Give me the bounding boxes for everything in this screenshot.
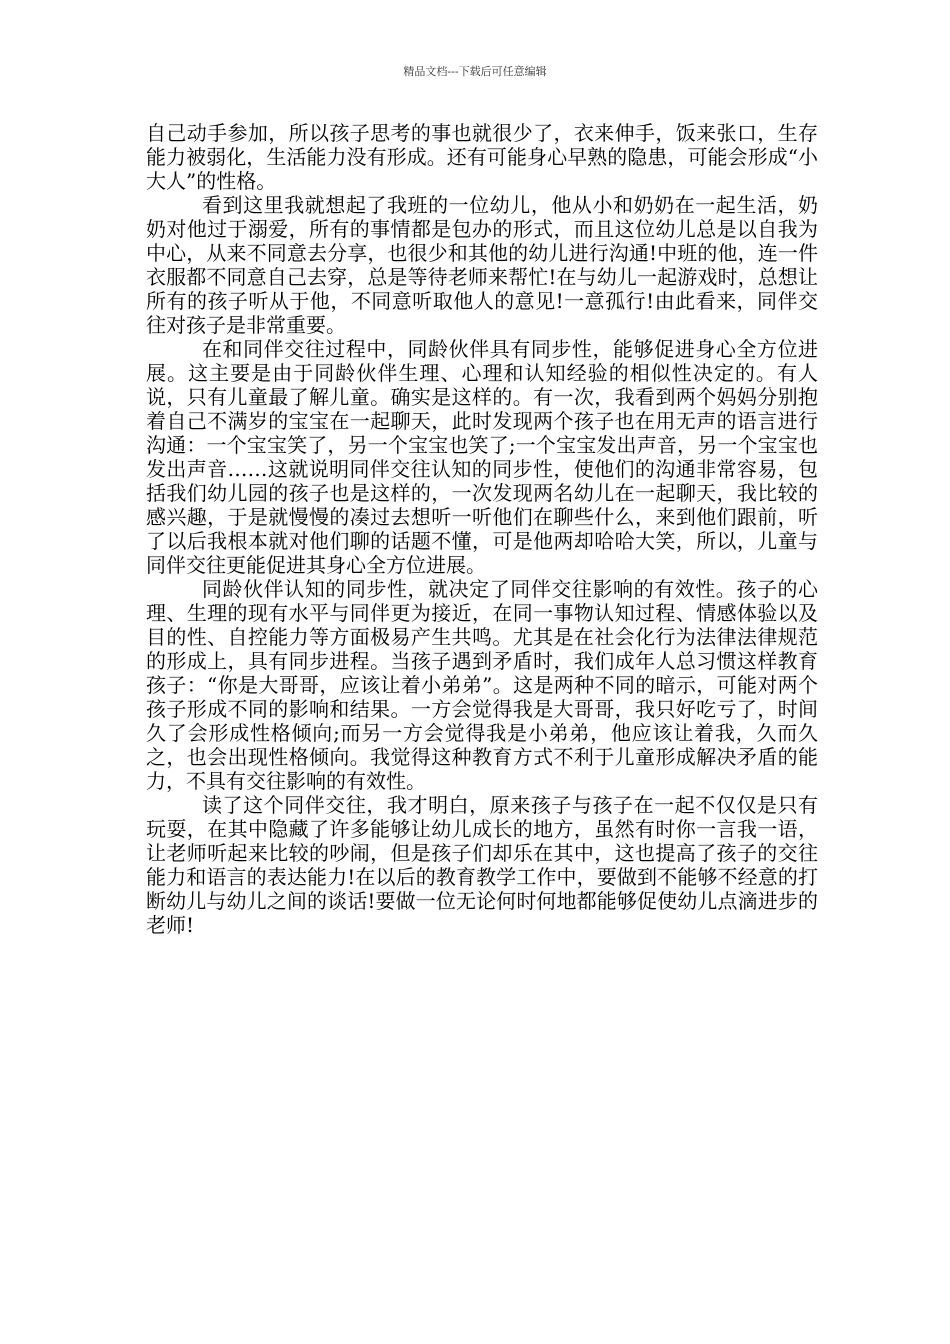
paragraph: 同龄伙伴认知的同步性，就决定了同伴交往影响的有效性。孩子的心理、生理的现有水平与同伴更为接近，在同一事物认知过程、情感体验以及目的性、自控能力等方面极易产生共鸣。尤其是在社会化行为法律法律规范的形成上，具有同步进程。当孩子遇到矛盾时，我们成年人总习惯这样教育孩子：“你是大哥哥，应该让着小弟弟”。这是两种不同的暗示，可能对两个孩子形成不同的影响和结果。一方会觉得我是大哥哥，我只好吃亏了，时间久了会形成性格倾向;而另一方会觉得我是小弟弟，他应该让着我，久而久之，也会出现性格倾向。我觉得这种教育方式不利于儿童形成解决矛盾的能力，不具有交往影响的有效性。 — [146, 577, 818, 793]
paragraph: 在和同伴交往过程中，同龄伙伴具有同步性，能够促进身心全方位进展。这主要是由于同龄伙伴生理、心理和认知经验的相似性决定的。有人说，只有儿童最了解儿童。确实是这样的。有一次，我看到两个妈妈分别抱着自己不满岁的宝宝在一起聊天，此时发现两个孩子也在用无声的语言进行沟通：一个宝宝笑了，另一个宝宝也笑了;一个宝宝发出声音，另一个宝宝也发出声音……这就说明同伴交往认知的同步性，使他们的沟通非常容易，包括我们幼儿园的孩子也是这样的，一次发现两名幼儿在一起聊天，我比较的感兴趣，于是就慢慢的凑过去想听一听他们在聊些什么，来到他们跟前，听了以后我根本就对他们聊的话题不懂，可是他两却哈哈大笑，所以，儿童与同伴交往更能促进其身心全方位进展。 — [146, 337, 818, 577]
paragraph: 看到这里我就想起了我班的一位幼儿，他从小和奶奶在一起生活，奶奶对他过于溺爱，所有的事情都是包办的形式，而且这位幼儿总是以自我为中心，从来不同意去分享，也很少和其他的幼儿进行沟通!中班的他，连一件衣服都不同意自己去穿，总是等待老师来帮忙!在与幼儿一起游戏时，总想让所有的孩子听从于他，不同意听取他人的意见!一意孤行!由此看来，同伴交往对孩子是非常重要。 — [146, 193, 818, 337]
page-header: 精品文档---下载后可任意编辑 — [403, 65, 547, 78]
body-text — [146, 121, 818, 937]
paragraph: 读了这个同伴交往，我才明白，原来孩子与孩子在一起不仅仅是只有玩耍，在其中隐藏了许多能够让幼儿成长的地方，虽然有时你一言我一语，让老师听起来比较的吵闹，但是孩子们却乐在其中，这也提高了孩子的交往能力和语言的表达能力!在以后的教育教学工作中，要做到不能够不经意的打断幼儿与幼儿之间的谈话!要做一位无论何时何地都能够促使幼儿点滴进步的老师! — [146, 793, 818, 937]
paragraph-continued: 自己动手参加，所以孩子思考的事也就很少了，衣来伸手，饭来张口，生存能力被弱化，生活能力没有形成。还有可能身心早熟的隐患，可能会形成“小大人”的性格。 — [146, 121, 818, 193]
